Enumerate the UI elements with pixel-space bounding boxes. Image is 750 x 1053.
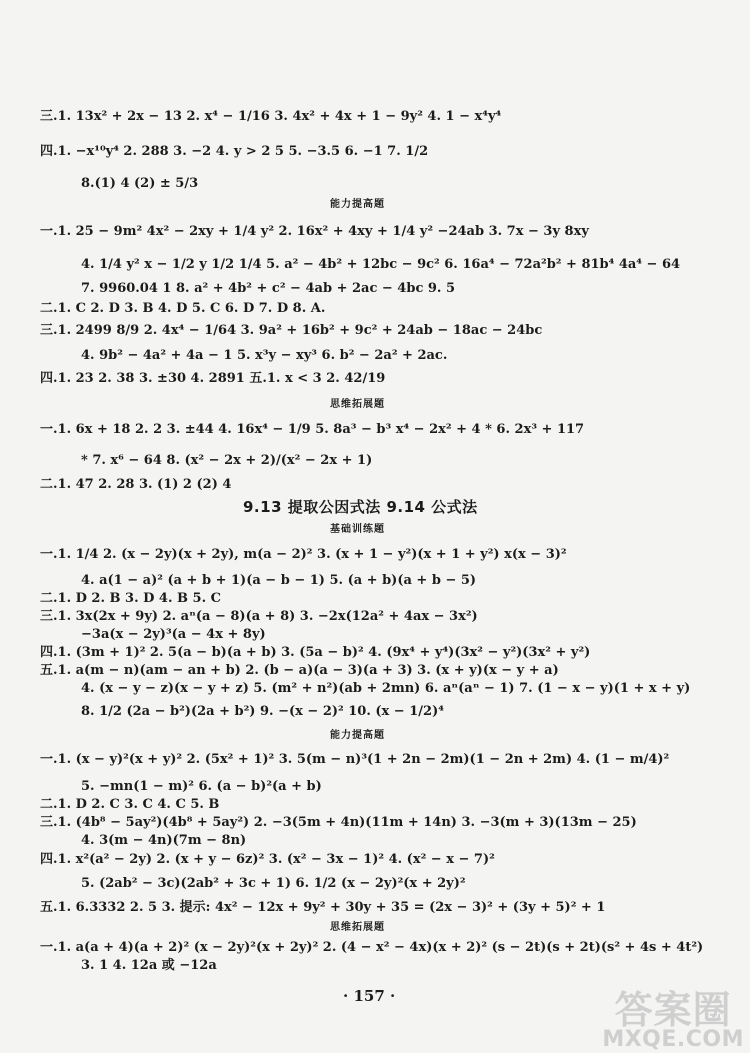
page-number: · 157 · — [343, 987, 396, 1005]
answer-line: 四.1. x²(a² − 2y) 2. (x + y − 6z)² 3. (x² − 3x − 1)² 4. (x² − x − 7)² — [40, 852, 495, 867]
answer-line: 四.1. −x¹⁰y⁴ 2. 288 3. −2 4. y > 2 5 5. −3.5 6. −1 7. 1/2 — [40, 144, 429, 159]
answer-line: 8. 1/2 (2a − b²)(2a + b²) 9. −(x − 2)² 10. (x − 1/2)⁴ — [81, 704, 444, 719]
answer-line: 三.1. 2499 8/9 2. 4x⁴ − 1/64 3. 9a² + 16b² + 9c² + 24ab − 18ac − 24bc — [40, 323, 543, 338]
answer-line: 8.(1) 4 (2) ± 5/3 — [81, 176, 199, 191]
answer-line: 五.1. 6.3332 2. 5 3. 提示: 4x² − 12x + 9y² + 30y + 35 = (2x − 3)² + (3y + 5)² + 1 — [40, 900, 606, 915]
section-title: 思维拓展题 — [330, 922, 385, 933]
answer-line: 二.1. C 2. D 3. B 4. D 5. C 6. D 7. D 8. A. — [40, 301, 326, 316]
answer-line: 一.1. 1/4 2. (x − 2y)(x + 2y), m(a − 2)² 3. (x + 1 − y²)(x + 1 + y²) x(x − 3)² — [40, 547, 567, 562]
watermark-top: 答案圈 — [614, 988, 732, 1032]
answer-line: 三.1. 3x(2x + 9y) 2. aⁿ(a − 8)(a + 8) 3. −2x(12a² + 4ax − 3x²) — [40, 609, 478, 624]
answer-line: 四.1. 23 2. 38 3. ±30 4. 2891 五.1. x < 3 2. 42/19 — [40, 371, 386, 386]
answer-line: 一.1. (x − y)²(x + y)² 2. (5x² + 1)² 3. 5(m − n)³(1 + 2n − 2m)(1 − 2n + 2m) 4. (1 − m/4)² — [40, 752, 670, 767]
section-title: 能力提高题 — [330, 730, 385, 741]
watermark-bottom: MXQE.COM — [602, 1027, 744, 1052]
answer-line: 4. 9b² − 4a² + 4a − 1 5. x³y − xy³ 6. b² − 2a² + 2ac. — [81, 348, 448, 363]
section-title: 思维拓展题 — [330, 399, 385, 410]
answer-line: 5. (2ab² − 3c)(2ab² + 3c + 1) 6. 1/2 (x − 2y)²(x + 2y)² — [81, 876, 466, 891]
answer-line: 一.1. a(a + 4)(a + 2)² (x − 2y)²(x + 2y)² 2. (4 − x² − 4x)(x + 2)² (s − 2t)(s + 2t)(s² + 4s + 4t²) — [40, 940, 704, 955]
answer-line: 3. 1 4. 12a 或 −12a — [81, 958, 217, 973]
chapter-title: 9.13 提取公因式法 9.14 公式法 — [243, 498, 478, 516]
section-title: 基础训练题 — [330, 524, 385, 535]
answer-line: 二.1. 47 2. 28 3. (1) 2 (2) 4 — [40, 477, 232, 492]
answer-line: 7. 9960.04 1 8. a² + 4b² + c² − 4ab + 2ac − 4bc 9. 5 — [81, 281, 456, 296]
answer-line: 二.1. D 2. B 3. D 4. B 5. C — [40, 591, 221, 606]
answer-line: −3a(x − 2y)³(a − 4x + 8y) — [81, 627, 266, 642]
answer-line: 一.1. 25 − 9m² 4x² − 2xy + 1/4 y² 2. 16x² + 4xy + 1/4 y² −24ab 3. 7x − 3y 8xy — [40, 224, 589, 239]
answer-line: 一.1. 6x + 18 2. 2 3. ±44 4. 16x⁴ − 1/9 5. 8a³ − b³ x⁴ − 2x² + 4 * 6. 2x³ + 117 — [40, 422, 585, 437]
answer-line: 五.1. a(m − n)(am − an + b) 2. (b − a)(a − 3)(a + 3) 3. (x + y)(x − y + a) — [40, 663, 559, 678]
section-title: 能力提高题 — [330, 199, 385, 210]
answer-line: 四.1. (3m + 1)² 2. 5(a − b)(a + b) 3. (5a − b)² 4. (9x⁴ + y⁴)(3x² − y²)(3x² + y²) — [40, 645, 591, 660]
answer-line: * 7. x⁶ − 64 8. (x² − 2x + 2)/(x² − 2x + 1) — [81, 453, 373, 468]
answer-line: 5. −mn(1 − m)² 6. (a − b)²(a + b) — [81, 779, 322, 794]
answer-line: 4. (x − y − z)(x − y + z) 5. (m² + n²)(ab + 2mn) 6. aⁿ(aⁿ − 1) 7. (1 − x − y)(1 + x + y) — [81, 681, 691, 696]
answer-line: 三.1. 13x² + 2x − 13 2. x⁴ − 1/16 3. 4x² + 4x + 1 − 9y² 4. 1 − x⁴y⁴ — [40, 109, 502, 124]
watermark-logo — [602, 988, 744, 1052]
answer-line: 4. a(1 − a)² (a + b + 1)(a − b − 1) 5. (a + b)(a + b − 5) — [81, 573, 477, 588]
answer-line: 4. 3(m − 4n)(7m − 8n) — [81, 833, 247, 848]
answer-line: 二.1. D 2. C 3. C 4. C 5. B — [40, 797, 220, 812]
answer-line: 4. 1/4 y² x − 1/2 y 1/2 1/4 5. a² − 4b² + 12bc − 9c² 6. 16a⁴ − 72a²b² + 81b⁴ 4a⁴ − 64 — [81, 257, 681, 272]
answer-line: 三.1. (4b⁸ − 5ay²)(4b⁸ + 5ay²) 2. −3(5m + 4n)(11m + 14n) 3. −3(m + 3)(13m − 25) — [40, 815, 637, 830]
